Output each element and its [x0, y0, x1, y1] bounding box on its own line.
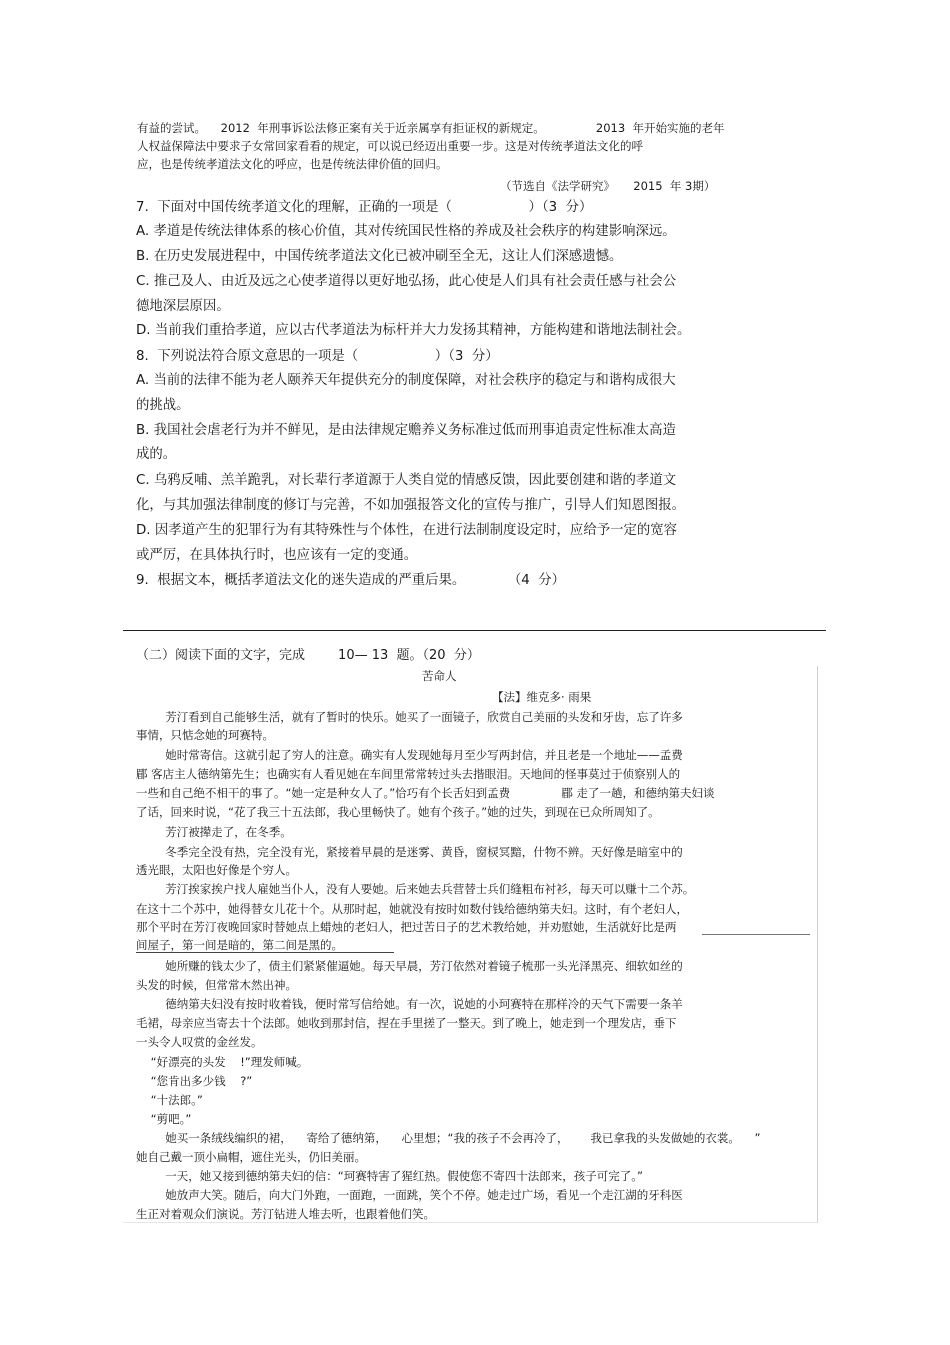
story-line: 了话，回来时说，“花了我三十五法郎，我心里畅快了。她有个孩子。”她的过失，到现在已众所周知了。 [136, 805, 660, 819]
story-title: 苦命人 [422, 669, 457, 683]
story-line: “您肯出多少钱 ?” [136, 1074, 253, 1088]
passage-line: 人权益保障法中要求子女常回家看看的规定，可以说已经迈出重要一步。这是对传统孝道法文化的呼 [137, 139, 643, 153]
story-line: 毛裙，母亲应当寄去十个法郎。她收到那封信，捏在手里搓了一整天。到了晚上，她走到一个理发店，垂下 [136, 1016, 677, 1030]
story-line: 她时常寄信。这就引起了穷人的注意。确实有人发现她每月至少写两封信，并且老是一个地址——孟费 [136, 748, 683, 762]
story-line: 芳汀被撵走了，在冬季。 [136, 825, 292, 839]
underline-mark [702, 934, 810, 935]
story-line: 间屋子，第一间是暗的，第二间是黑的。 [136, 938, 343, 952]
story-line: 芳汀看到自己能够生活，就有了暂时的快乐。她买了一面镜子，欣赏自己美丽的头发和牙齿，忘了许多 [136, 710, 683, 724]
story-line: 她所赚的钱太少了，债主们紧紧催逼她。每天早晨，芳汀依然对着镜子梳那一头光泽黑亮、细软如丝的 [136, 959, 683, 973]
passage-line: 有益的尝试。 2012 年刑事诉讼法修正案有关于近亲属享有拒证权的新规定。 2013 年开始实施的老年 [137, 121, 725, 135]
question-8-option: D. 因孝道产生的犯罪行为有其特殊性与个体性，在进行法制制度设定时，应给予一定的宽容 [136, 523, 678, 538]
question-8-option: 或严厉，在具体执行时，也应该有一定的变通。 [136, 548, 418, 563]
story-line: 她自己戴一顶小扁帽，遮住光头，仍旧美丽。 [136, 1150, 366, 1164]
story-line: 她买一条绒线编织的裙， 寄给了德纳第， 心里想；“我的孩子不会再冷了， 我已拿我的头发做她的衣裳。 ” [136, 1131, 761, 1145]
story-line: 一些和自己绝不相干的事了。“她一定是种女人了。”恰巧有个长舌妇到孟费 郿 走了一趟，和德纳第夫妇谈 [136, 786, 715, 800]
question-8-option: 成的。 [136, 447, 177, 462]
question-9-stem: 9. 根据文本，概括孝道法文化的迷失造成的严重后果。 （4 分） [136, 573, 566, 588]
question-7-option: B. 在历史发展进程中，中国传统孝道法文化已被冲刷至全无，这让人们深感遗憾。 [136, 249, 623, 264]
story-line: “十法郎。” [136, 1093, 203, 1107]
story-line: 头发的时候，但常常木然出神。 [136, 978, 297, 992]
story-line: 一天，她又接到德纳第夫妇的信：“珂赛特害了猩红热。假使您不寄四十法郎来，孩子可完了。” [136, 1169, 643, 1183]
story-line: “好漂亮的头发 !”理发师喊。 [136, 1055, 309, 1069]
question-7-stem: 7. 下面对中国传统孝道文化的理解，正确的一项是（ ）（3 分） [136, 200, 593, 215]
story-line: 德纳第夫妇没有按时收着钱，便时常写信给她。有一次，说她的小珂赛特在那样冷的天气下需要一条羊 [136, 997, 683, 1011]
source-citation: （节选自《法学研究》 2015 年 3期） [500, 179, 716, 193]
story-line: 事情，只惦念她的珂赛特。 [136, 728, 274, 742]
section-2-heading: （二）阅读下面的文字，完成 10— 13 题。（20 分） [136, 648, 480, 663]
story-line: 一头令人叹赏的金丝发。 [136, 1035, 263, 1049]
question-8-option: 的挑战。 [136, 398, 190, 413]
section-divider [123, 630, 826, 631]
story-line: 冬季完全没有热，完全没有光，紧接着早晨的是迷雾、黄昏，窗棂冥黯，什物不辨。天好像是暗室中的 [136, 845, 683, 859]
question-8-option: C. 乌鸦反哺、羔羊跪乳，对长辈行孝道源于人类自觉的情感反馈，因此要创建和谐的孝道文 [136, 473, 677, 488]
story-line: 她放声大笑。随后，向大门外跑，一面跑，一面跳，笑个不停。她走过广场，看见一个走江湖的牙科医 [136, 1188, 683, 1202]
question-7-option: C. 推己及人、由近及远之心使孝道得以更好地弘扬，此心使是人们具有社会责任感与社会公 [136, 274, 677, 289]
story-line: “剪吧。” [136, 1112, 192, 1126]
story-line: 生正对着观众们演说。芳汀钻进人堆去听，也跟着他们笑。 [136, 1207, 435, 1221]
passage-line: 应，也是传统孝道法文化的呼应，也是传统法律价值的回归。 [137, 157, 448, 171]
story-author: 【法】维克多· 雨果 [492, 690, 592, 704]
underline-mark [136, 952, 394, 953]
story-line: 郿 客店主人德纳第先生；也确实有人看见她在车间里常常转过头去揩眼泪。天地间的怪事莫过于侦察别人的 [136, 767, 681, 781]
story-line: 芳汀挨家挨户找人雇她当仆人，没有人要她。后来她去兵营替士兵们缝粗布衬衫，每天可以赚十二个苏。 [136, 882, 695, 896]
story-line: 在这十二个苏中，她得替女儿花十个。从那时起，她就没有按时如数付钱给德纳第夫妇。这时，有个老妇人， [136, 902, 688, 916]
question-8-option: A. 当前的法律不能为老人颐养天年提供充分的制度保障，对社会秩序的稳定与和谐构成很大 [136, 373, 676, 388]
question-8-stem: 8. 下列说法符合原文意思的一项是（ ）（3 分） [136, 349, 499, 364]
question-8-option: 化，与其加强法律制度的修订与完善，不如加强报答文化的宣传与推广，引导人们知恩图报。 [136, 498, 686, 513]
question-8-option: B. 我国社会虐老行为并不鲜见，是由法律规定赡养义务标准过低而刑事追责定性标准太高造 [136, 423, 676, 438]
question-7-option: A. 孝道是传统法律体系的核心价值，其对传统国民性格的养成及社会秩序的构建影响深远。 [136, 224, 676, 239]
question-7-option: 德地深层原因。 [136, 299, 230, 314]
story-line: 透光眼，太阳也好像是个穷人。 [136, 863, 297, 877]
question-7-option: D. 当前我们重拾孝道，应以古代孝道法为标杆并大力发扬其精神，方能构建和谐地法制社会。 [136, 323, 691, 338]
story-line: 那个平时在芳汀夜晚回家时替她点上蜡烛的老妇人，把过苦日子的艺术教给她，并劝慰她，生活就好比是两 [136, 920, 677, 934]
